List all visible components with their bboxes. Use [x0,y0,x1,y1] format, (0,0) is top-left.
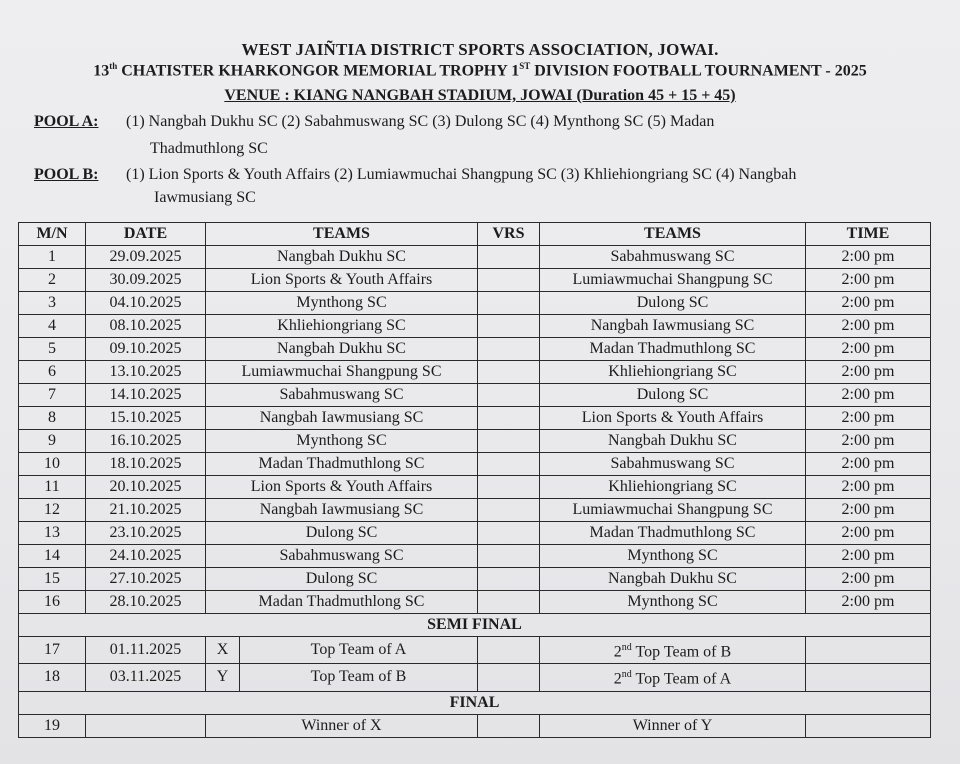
pool-a-teams-line1: (1) Nangbah Dukhu SC (2) Sabahmuswang SC (3) Dulong SC (4) Mynthong SC (5) Madan [126,113,715,130]
header-mn: M/N [19,223,86,246]
match-team-home: Mynthong SC [206,430,478,453]
match-date: 28.10.2025 [86,591,206,614]
match-team-away: Nangbah Dukhu SC [540,568,806,591]
pool-a [34,113,714,131]
semi-team-away: 2nd Top Team of B [540,637,806,664]
match-date: 04.10.2025 [86,292,206,315]
match-team-home: Madan Thadmuthlong SC [206,591,478,614]
match-date: 16.10.2025 [86,430,206,453]
table-row [19,453,931,476]
match-team-away: Dulong SC [540,292,806,315]
table-row [19,338,931,361]
match-team-away: Mynthong SC [540,545,806,568]
match-team-home: Sabahmuswang SC [206,384,478,407]
match-vrs [478,522,540,545]
match-vrs [478,476,540,499]
match-time: 2:00 pm [806,568,931,591]
venue-line: VENUE : KIANG NANGBAH STADIUM, JOWAI (Duration 45 + 15 + 45) [224,87,736,104]
table-row [19,292,931,315]
match-vrs [478,246,540,269]
table-row [19,384,931,407]
match-team-away: Sabahmuswang SC [540,246,806,269]
match-mn: 7 [19,384,86,407]
table-row [19,430,931,453]
match-time: 2:00 pm [806,499,931,522]
final-mn: 19 [19,714,86,737]
match-vrs [478,338,540,361]
match-team-home: Lion Sports & Youth Affairs [206,269,478,292]
match-vrs [478,361,540,384]
match-team-away: Lumiawmuchai Shangpung SC [540,499,806,522]
match-time: 2:00 pm [806,453,931,476]
pool-b [34,166,796,184]
semi-mn: 17 [19,637,86,664]
match-mn: 5 [19,338,86,361]
match-mn: 10 [19,453,86,476]
semi-date: 01.11.2025 [86,637,206,664]
header-teams-home: TEAMS [206,223,478,246]
header-teams-away: TEAMS [540,223,806,246]
match-vrs [478,407,540,430]
match-mn: 13 [19,522,86,545]
semi-vrs [478,637,540,664]
table-row [19,361,931,384]
match-date: 09.10.2025 [86,338,206,361]
match-vrs [478,384,540,407]
match-date: 13.10.2025 [86,361,206,384]
final-heading-row [19,691,931,714]
match-vrs [478,430,540,453]
table-row [19,591,931,614]
semi-team-home: Top Team of A [240,637,478,664]
match-team-away: Lumiawmuchai Shangpung SC [540,269,806,292]
match-team-home: Khliehiongriang SC [206,315,478,338]
match-date: 29.09.2025 [86,246,206,269]
table-row [19,714,931,737]
semi-vrs [478,664,540,691]
table-row [19,522,931,545]
match-date: 20.10.2025 [86,476,206,499]
table-row [19,499,931,522]
match-team-home: Lion Sports & Youth Affairs [206,476,478,499]
match-date: 27.10.2025 [86,568,206,591]
association-title: WEST JAIÑTIA DISTRICT SPORTS ASSOCIATION, JOWAI. [241,40,719,59]
match-mn: 2 [19,269,86,292]
match-mn: 11 [19,476,86,499]
table-row [19,246,931,269]
match-team-away: Nangbah Iawmusiang SC [540,315,806,338]
match-vrs [478,499,540,522]
match-team-home: Lumiawmuchai Shangpung SC [206,361,478,384]
match-team-away: Dulong SC [540,384,806,407]
match-mn: 6 [19,361,86,384]
tournament-title: 13th CHATISTER KHARKONGOR MEMORIAL TROPHY 1ST DIVISION FOOTBALL TOURNAMENT - 2025 [93,61,867,80]
match-team-away: Khliehiongriang SC [540,361,806,384]
match-time: 2:00 pm [806,292,931,315]
semi-final-heading-row [19,614,931,637]
match-mn: 14 [19,545,86,568]
header-time: TIME [806,223,931,246]
pool-b-teams-line2: Iawmusiang SC [154,189,256,206]
match-time: 2:00 pm [806,338,931,361]
match-vrs [478,269,540,292]
match-team-away: Madan Thadmuthlong SC [540,522,806,545]
match-team-home: Dulong SC [206,522,478,545]
match-mn: 4 [19,315,86,338]
table-row [19,407,931,430]
semi-code: Y [206,664,240,691]
pool-b-teams-line1: (1) Lion Sports & Youth Affairs (2) Lumiawmuchai Shangpung SC (3) Khliehiongriang SC (4) Nangbah [126,166,797,183]
table-row [19,545,931,568]
semi-code: X [206,637,240,664]
match-team-home: Nangbah Iawmusiang SC [206,407,478,430]
header-vrs: VRS [478,223,540,246]
table-row [19,568,931,591]
match-team-home: Mynthong SC [206,292,478,315]
table-row [19,476,931,499]
match-time: 2:00 pm [806,384,931,407]
match-time: 2:00 pm [806,315,931,338]
header-date: DATE [86,223,206,246]
table-row [19,315,931,338]
match-time: 2:00 pm [806,476,931,499]
match-mn: 16 [19,591,86,614]
match-vrs [478,568,540,591]
match-team-home: Sabahmuswang SC [206,545,478,568]
match-team-away: Mynthong SC [540,591,806,614]
pool-a-teams-line2: Thadmuthlong SC [150,140,268,157]
final-team-away: Winner of Y [540,714,806,737]
match-date: 23.10.2025 [86,522,206,545]
match-date: 15.10.2025 [86,407,206,430]
semi-time [806,664,931,691]
match-team-away: Khliehiongriang SC [540,476,806,499]
match-mn: 3 [19,292,86,315]
table-header-row [19,223,931,246]
match-time: 2:00 pm [806,545,931,568]
match-date: 30.09.2025 [86,269,206,292]
match-mn: 9 [19,430,86,453]
match-mn: 1 [19,246,86,269]
match-team-away: Nangbah Dukhu SC [540,430,806,453]
match-time: 2:00 pm [806,269,931,292]
match-time: 2:00 pm [806,591,931,614]
match-mn: 8 [19,407,86,430]
table-row [19,637,931,664]
match-team-home: Nangbah Dukhu SC [206,246,478,269]
match-date: 14.10.2025 [86,384,206,407]
match-date: 18.10.2025 [86,453,206,476]
match-vrs [478,591,540,614]
match-vrs [478,315,540,338]
match-mn: 12 [19,499,86,522]
match-vrs [478,292,540,315]
match-time: 2:00 pm [806,407,931,430]
match-team-home: Nangbah Dukhu SC [206,338,478,361]
match-team-away: Madan Thadmuthlong SC [540,338,806,361]
fixtures-table [18,222,931,738]
table-row [19,664,931,691]
semi-team-away: 2nd Top Team of A [540,664,806,691]
pool-b-label: POOL B: [34,166,99,183]
match-vrs [478,545,540,568]
match-team-home: Nangbah Iawmusiang SC [206,499,478,522]
match-time: 2:00 pm [806,430,931,453]
match-date: 08.10.2025 [86,315,206,338]
match-team-away: Lion Sports & Youth Affairs [540,407,806,430]
final-date [86,714,206,737]
match-vrs [478,453,540,476]
match-time: 2:00 pm [806,522,931,545]
final-team-home: Winner of X [206,714,478,737]
match-team-away: Sabahmuswang SC [540,453,806,476]
semi-team-home: Top Team of B [240,664,478,691]
match-time: 2:00 pm [806,246,931,269]
semi-mn: 18 [19,664,86,691]
pool-a-label: POOL A: [34,113,99,130]
match-time: 2:00 pm [806,361,931,384]
match-team-home: Madan Thadmuthlong SC [206,453,478,476]
semi-date: 03.11.2025 [86,664,206,691]
semi-final-heading: SEMI FINAL [19,614,931,637]
match-date: 21.10.2025 [86,499,206,522]
match-mn: 15 [19,568,86,591]
final-vrs [478,714,540,737]
final-time [806,714,931,737]
semi-time [806,637,931,664]
match-team-home: Dulong SC [206,568,478,591]
final-heading: FINAL [19,691,931,714]
match-date: 24.10.2025 [86,545,206,568]
table-row [19,269,931,292]
